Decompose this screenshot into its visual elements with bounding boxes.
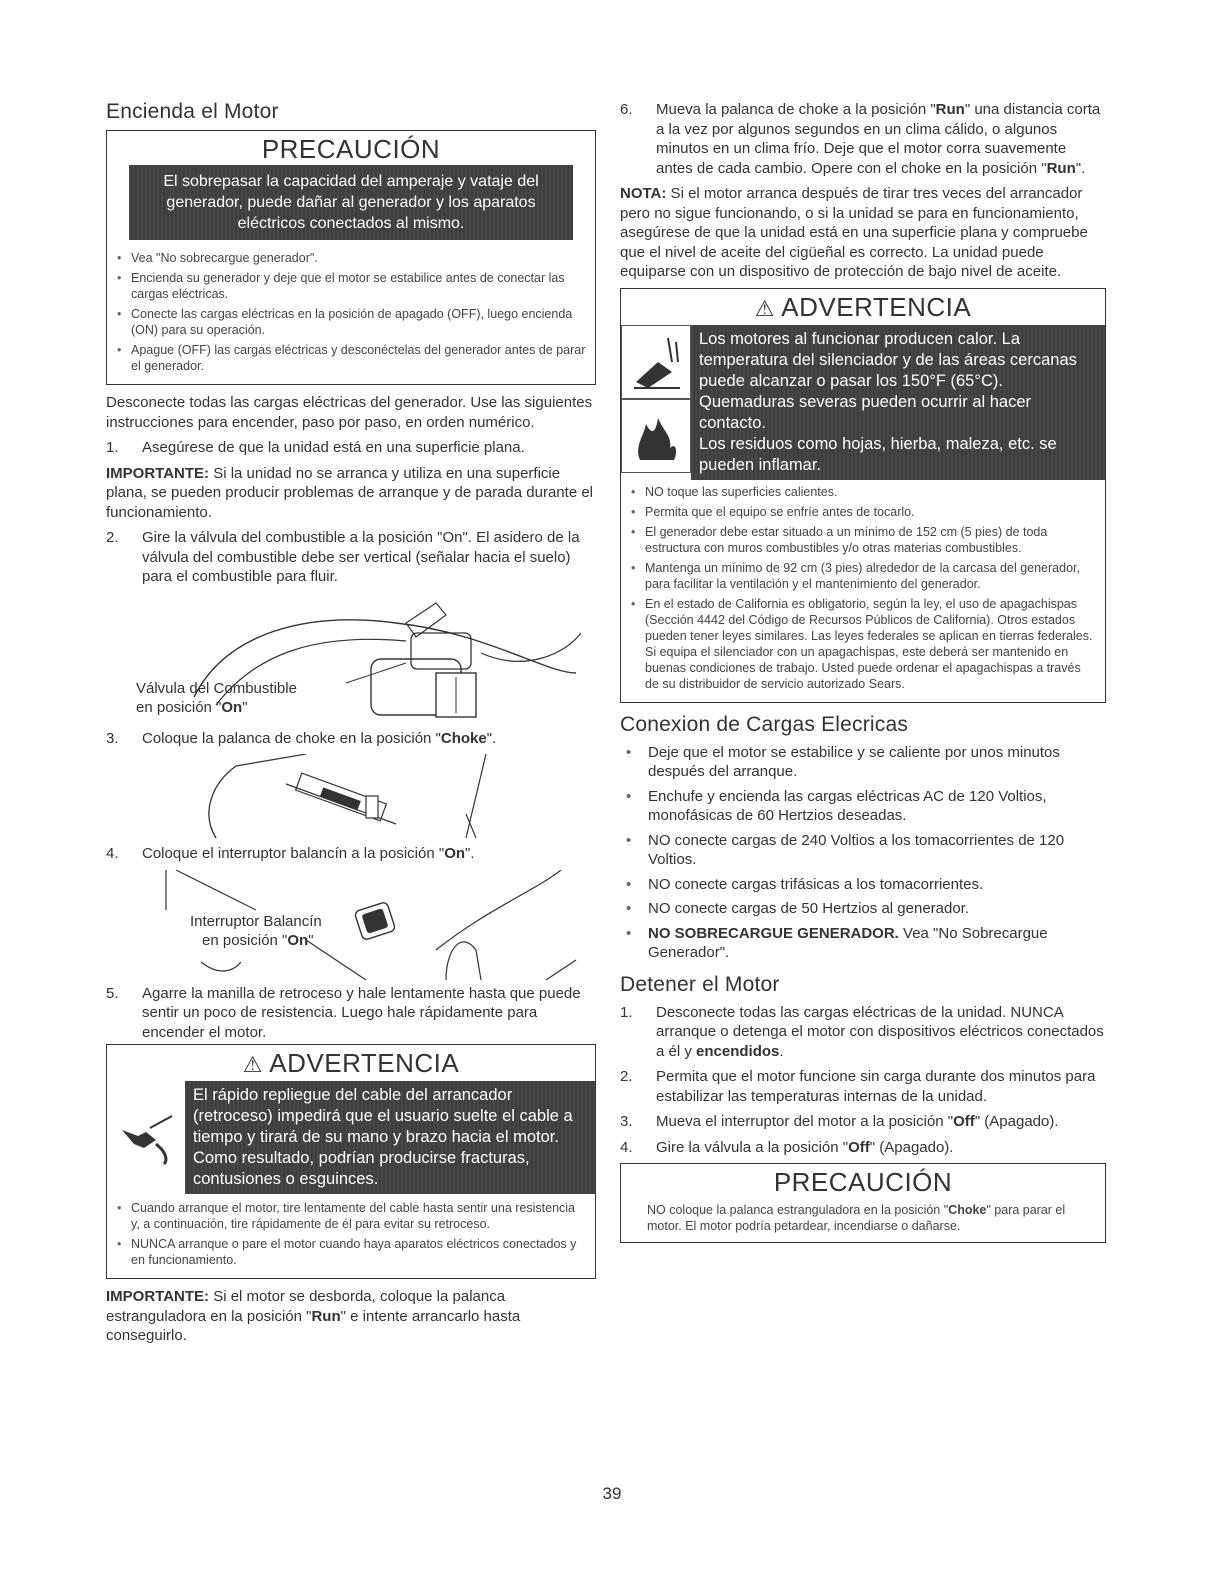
rocker-switch-figure [106,870,596,980]
list-item: • Permita que el equipo se enfríe antes de tocarlo. [629,504,1097,520]
warning-title: ⚠ ADVERTENCIA [754,291,972,322]
fuel-valve-figure [106,593,596,719]
list-item: • Encienda su generador y deje que el motor se estabilice antes de conectar las cargas eléctricas. [115,270,587,302]
warning-box-heat [620,288,1106,703]
loads-list [620,743,1106,963]
step-1: 1. Asegúrese de que la unidad está en una superficie plana. [106,439,525,456]
intro-text: Desconecte todas las cargas eléctricas del generador. Use las siguientes instrucciones para encender, paso por paso, en orden numérico. [106,394,593,431]
choke-lever-illustration [106,754,596,838]
list-item: • Deje que el motor se estabilice y se caliente por unos minutos después del arranque. [620,743,1106,782]
list-item: • En el estado de California es obligatorio, según la ley, el uso de apagachispas (Sección 4442 del Código de Recursos Públicos de California). Otros estados pueden tener leyes similares. Las leyes federales se aplican en tierras federales. Si equipa el silenciador con un apagachispas, este deberá ser mantenido en buenas condiciones de trabajo. Usted puede ordenar el apagachispas a través de su distribuidor de servicio autorizado Sears. [629,596,1097,692]
right-column [620,100,1106,1251]
important-note-2: IMPORTANTE: Si el motor se desborda, coloque la palanca estranguladora en la posición "Run" e intente arrancarlo hasta conseguirlo. [106,1288,521,1344]
caution-box-overload [106,130,596,385]
rocker-switch-illustration [106,870,596,980]
choke-lever-figure [106,754,596,838]
step-6: 6. Mueva la palanca de choke a la posición "Run" una distancia corta a la vez por algunos segundos en un clima cálido, o algunos minutos en un clima frío. Deje que el motor corra suavemente antes de cada cambio. Opere con el choke en la posición "Run". [620,101,1101,177]
step-4: 4. Coloque el interruptor balancín a la posición "On". [106,845,475,862]
list-item: • NO conecte cargas de 240 Voltios a los tomacorrientes de 120 Voltios. [620,831,1106,870]
heading-connect-loads: Conexion de Cargas Elecricas [620,712,909,736]
page-number: 39 [602,1484,622,1503]
caution-box-choke [620,1163,1106,1243]
warning-list [107,1194,595,1278]
important-note-1: IMPORTANTE: Si la unidad no se arranca y utiliza en una superficie plana, se pueden producir problemas de arranque y de parada durante el funcionamiento. [106,464,594,521]
warning-triangle-icon: ⚠ [754,295,775,321]
caution-list [107,248,595,384]
caution-banner: El sobrepasar la capacidad del amperaje y vataje del generador, puede dañar al generador y los aparatos eléctricos conectados al mismo. [129,165,573,240]
list-item: • NO conecte cargas trifásicas a los tomacorrientes. [620,875,1106,895]
stop-step-2: 2. Permita que el motor funcione sin carga durante dos minutos para estabilizar las temperaturas internas de la unidad. [620,1068,1096,1105]
step-3: 3. Coloque la palanca de choke en la posición "Choke". [106,729,497,747]
list-item: • Enchufe y encienda las cargas eléctricas AC de 120 Voltios, monofásicas de 60 Hertzios deseadas. [620,787,1106,826]
hot-surface-icon [621,325,691,399]
list-item: • Cuando arranque el motor, tire lentamente del cable hasta sentir una resistencia y, a continuación, tire rápidamente de él para evitar su retroceso. [115,1200,587,1232]
caution-title: PRECAUCIÓN [261,134,441,164]
stop-step-3: 3. Mueva el interruptor del motor a la posición "Off" (Apagado). [620,1113,1059,1130]
step-2: 2. Gire la válvula del combustible a la posición "On". El asidero de la válvula del combustible debe ser vertical (señalar hacia el suelo) para el combustible para fluir. [106,529,580,585]
step-5: 5. Agarre la manilla de retroceso y hale lentamente hasta que puede sentir un poco de resistencia. Luego hale rápidamente para encender el motor. [106,984,581,1041]
fire-icon [621,399,691,473]
recoil-hand-icon [107,1081,185,1194]
heading-stop-engine: Detener el Motor [620,972,780,996]
warning-box-recoil [106,1044,596,1279]
warning-banner: El rápido repliegue del cable del arrancador (retroceso) impedirá que el usuario suelte el cable a tiempo y tirará de su mano y brazo hacia el motor. Como resultado, podrían producirse fracturas, contusiones o esguinces. [185,1081,595,1194]
list-item: • Apague (OFF) las cargas eléctricas y desconéctelas del generador antes de parar el generador. [115,342,587,374]
rocker-switch-label: Interruptor Balancín en posición "On" [190,912,322,949]
fuel-valve-label: Válvula del Combustible en posición "On" [136,679,297,716]
caution-text: NO coloque la palanca estranguladora en la posición "Choke" para parar el motor. El motor podría petardear, incendiarse o dañarse. [647,1203,1066,1233]
heading-start-engine: Encienda el Motor [106,100,279,123]
list-item: • Vea "No sobrecargue generador". [115,250,587,266]
list-item: • NUNCA arranque o pare el motor cuando haya aparatos eléctricos conectados y en funcionamiento. [115,1236,587,1268]
caution-title: PRECAUCIÓN [773,1167,953,1197]
stop-step-4: 4. Gire la válvula a la posición "Off" (Apagado). [620,1138,954,1156]
left-column [106,100,596,1352]
warning-triangle-icon: ⚠ [242,1052,263,1077]
list-item: • Mantenga un mínimo de 92 cm (3 pies) alrededor de la carcasa del generador, para facilitar la ventilación y el mantenimiento del generador. [629,560,1097,592]
warning-list [621,480,1105,702]
warning-banner: Los motores al funcionar producen calor. La temperatura del silenciador y de las áreas cercanas puede alcanzar o pasar los 150°F (65°C). Quemaduras severas pueden ocurrir al hacer contacto. Los residuos como hojas, hierba, maleza, etc. se pueden inflamar. [691,325,1105,480]
warning-title: ⚠ ADVERTENCIA [242,1048,460,1078]
stop-step-1: 1. Desconecte todas las cargas eléctricas de la unidad. NUNCA arranque o detenga el motor con dispositivos eléctricos conectados a él y encendidos. [620,1003,1104,1060]
list-item: • Conecte las cargas eléctricas en la posición de apagado (OFF), luego encienda (ON) para su operación. [115,306,587,338]
list-item: • NO SOBRECARGUE GENERADOR. Vea "No Sobrecargue Generador". [620,924,1106,963]
list-item: • NO conecte cargas de 50 Hertzios al generador. [620,899,1106,919]
list-item: • El generador debe estar situado a un mínimo de 152 cm (5 pies) de toda estructura con muros combustibles y/o otras materias combustibles. [629,524,1097,556]
note-text: NOTA: Si el motor arranca después de tirar tres veces del arrancador pero no sigue funcionando, o si la unidad se para en funcionamiento, asegúrese de que la unidad está en una superficie plana y compruebe que el nivel de aceite del cigüeñal es correcto. La unidad puede equiparse con un dispositivo de protección de bajo nivel de aceite. [620,185,1088,280]
list-item: • NO toque las superficies calientes. [629,484,1097,500]
